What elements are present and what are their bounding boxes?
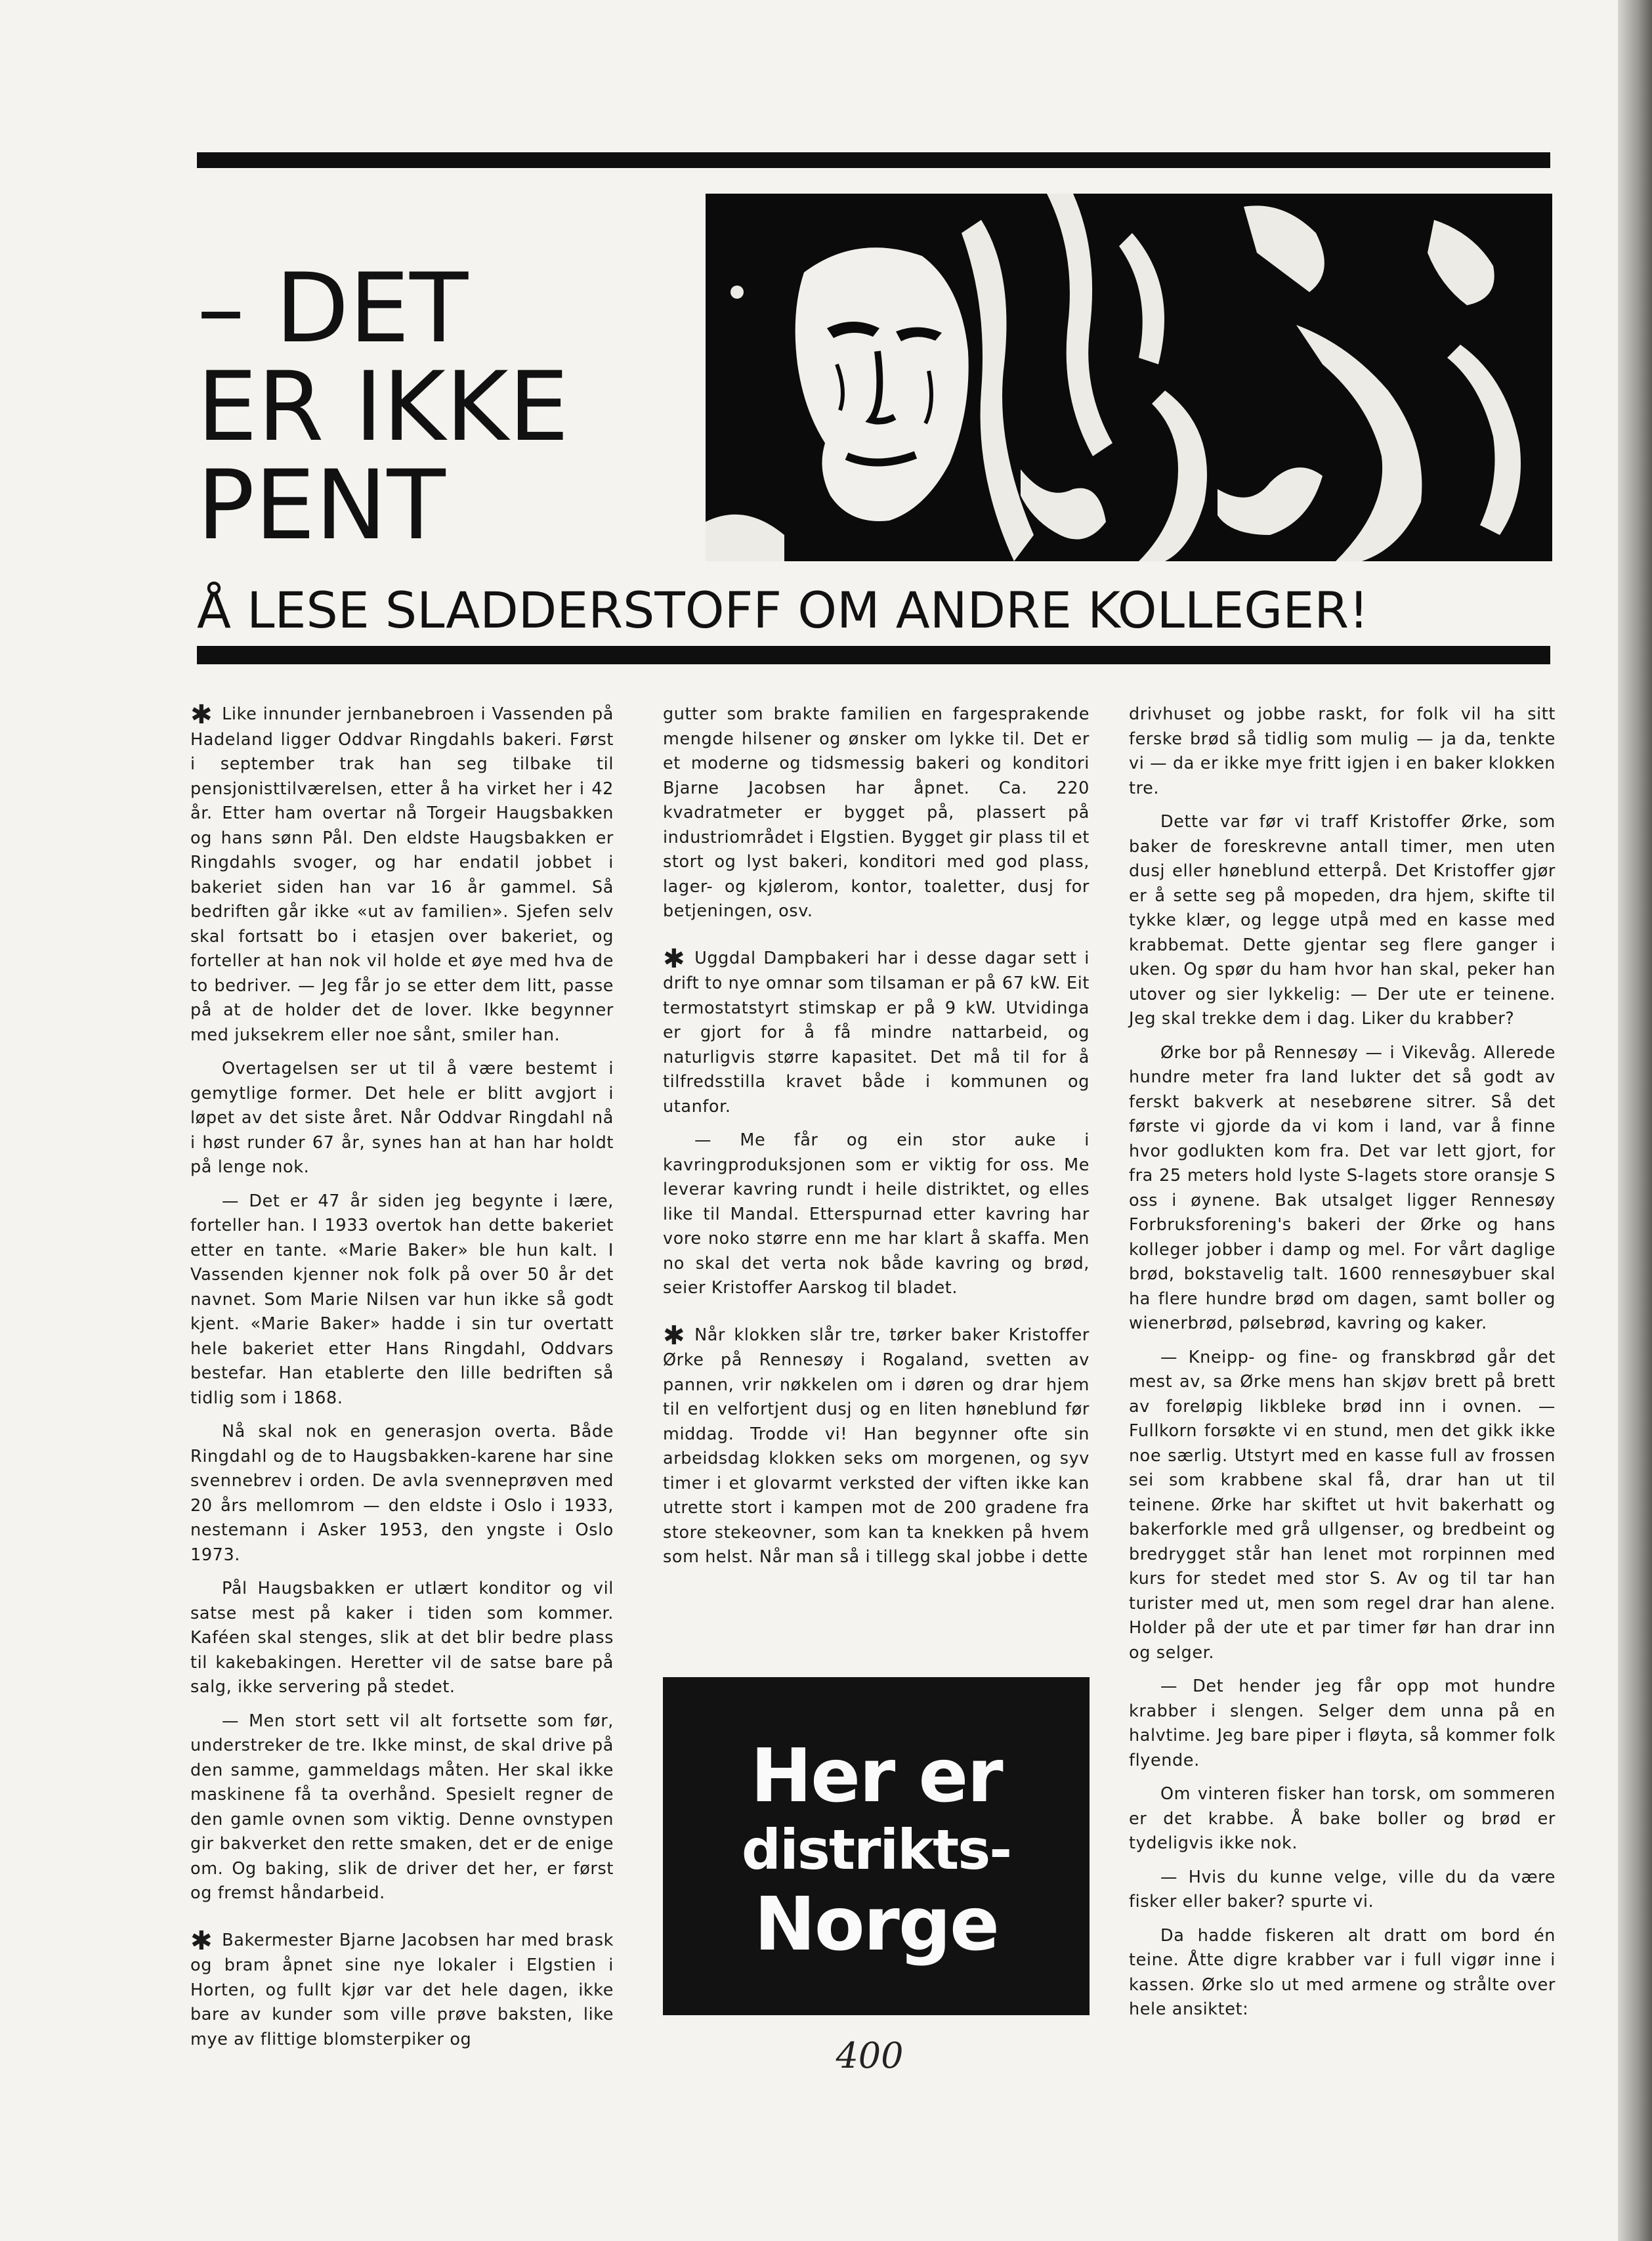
paragraph-text: Uggdal Dampbakeri har i desse dagar sett i drift to nye omnar som tilsaman er på 67 kW. Eit termostatstyrt stimskap er på 9 kW. Utvidinga er gjort for å få mindre nattarbeid, og naturligvis større kapasitet. Det må til for å tilfredsstilla kravet både i kommunen og utanfor. [663,948,1090,1117]
paragraph: — Me får og ein stor auke i kavringproduksjonen som er viktig for oss. Me leverar kavring rundt i heile distriktet, og elles like til Mandal. Etterspurnad etter kavring har vore noko større enn me har klart å skaffa. Men no skal det verta nok både kavring og brød, seier Kristoffer Aarskog til bladet. [663,1130,1090,1298]
paragraph: Ørke bor på Rennesøy — i Vikevåg. Allerede hundre meter fra land lukter det så godt av ferskt bakverk at nesebørene sitrer. Så det første vi gjorde da vi kom i land, var å finne hvor godlukten kom fra. Det var lett gjort, for fra 25 meters hold lyste S-lagets store oransje S oss i øynene. Bak utsalget ligger Rennesøy Forbruksforening's bakeri der Ørke og hans kolleger jobber i damp og mel. For vårt daglige brød, bokstavelig talt. 1600 rennesøybuer skal ha flere hundre brød om dagen, samt boller og wienerbrød, pølsebrød, kavring og kaker. [1129,1042,1556,1333]
paragraph: — Kneipp- og fine- og franskbrød går det mest av, sa Ørke mens han skjøv brett på brett av foreløpig likbleke brød inn i ovnen. — Fullkorn forsøkte vi en stund, men det gikk ikke noe særlig. Utstyrt med en kasse full av frossen sei som krabbene skal få, drar han ut til teinene. Ørke har skiftet ut hvit bakerhatt og bakerforkle med grå ullgenser, og bredbeint og bredrygget står han lenet mot rorpinnen med kurs for stedet med stor S. Av og til tar han turister med ut, men som regel drar han alene. Holder på der ute et par timer før han drar inn og selger. [1129,1347,1556,1663]
headline-line: ER IKKE [197,351,569,463]
feature-box-line: Norge [753,1882,999,1967]
article-column-2 [663,702,1090,1579]
page-edge-shadow [1618,0,1652,2241]
asterisk-bullet-icon: ✱ [663,943,686,974]
headline [197,253,656,561]
paragraph: Da hadde fiskeren alt dratt om bord én teine. Åtte digre krabber var i full vigør inne i kassen. Ørke slo ut med armene og strålte over hele ansiktet: [1129,1925,1556,2019]
paragraph: — Hvis du kunne velge, ville du da være fisker eller baker? spurte vi. [1129,1867,1556,1911]
paragraph [190,702,614,1048]
top-rule [197,152,1550,168]
paragraph: Pål Haugsbakken er utlært konditor og vil satse mest på kaker i tiden som kommer. Kaféen skal stenges, slik at det blir bedre plass til kakebakingen. Heretter vil de satse bare på salg, ikke servering på stedet. [190,1579,614,1697]
feature-box-title [663,1736,1090,1966]
paragraph: Nå skal nok en generasjon overta. Både Ringdahl og de to Haugsbakken-karene har sine svennebrev i orden. De avla svenneprøven med 20 års mellomrom — den eldste i Oslo i 1933, nestemann i Asker 1953, den yngste i Oslo 1973. [190,1422,614,1565]
paragraph-text: Like innunder jernbanebroen i Vassenden på Hadeland ligger Oddvar Ringdahls bakeri. Først i september trak han seg tilbake til pensjonisttilværelsen, etter å ha virket her i 42 år. Etter ham overtar nå Torgeir Haugsbakken og hans sønn Pål. Den eldste Haugsbakken er Ringdahls svoger, og har endatil jobbet i bakeriet siden han var 16 år gammel. Så bedriften går ikke «ut av familien». Sjefen selv skal fortsatt bo i etasjen over bakeriet, og forteller at han nok vil holde et øye med hva de to bedriver. — Jeg får jo se etter dem litt, passe på at de holder det de lover. Ikke begynner med juksekrem eller noe sånt, smiler han. [190,704,614,1045]
paragraph: — Men stort sett vil alt fortsette som før, understreker de tre. Ikke minst, de skal drive på den samme, gammeldags måten. Her skal ikke maskinene få ta overhånd. Spesielt regner de den gamle ovnen som viktig. Denne ovnstypen gir bakverket den rette smaken, det er de enige om. Og baking, slik de driver det her, er først og fremst håndarbeid. [190,1711,614,1903]
paragraph [663,1320,1090,1570]
paragraph: gutter som brakte familien en fargesprakende mengde hilsener og ønsker om lykke til. Det er et moderne og tidsmessig bakeri og konditori Bjarne Jacobsen har åpnet. Ca. 220 kvadratmeter er bygget på, plassert på industriområdet i Elgstien. Bygget gir plass til et stort og lyst bakeri, konditori med god plass, lager- og kjølerom, kontor, toaletter, dusj for betjeningen, osv. [663,704,1090,921]
headline-line: – DET [197,253,469,364]
headline-line: PENT [197,450,446,561]
feature-box-line: distrikts- [741,1818,1011,1882]
article-column-3 [1129,702,1556,2032]
paragraph: Overtagelsen ser ut til å være bestemt i gemytlige former. Det hele er blitt avgjort i løpet av det siste året. Når Oddvar Ringdahl nå i høst runder 67 år, synes han at han har holdt på lenge nok. [190,1059,614,1177]
article-column-1 [190,702,614,2061]
portrait-illustration-icon [706,194,1552,561]
paragraph [190,1925,614,2053]
paragraph-text: Bakermester Bjarne Jacobsen har med brask og bram åpnet sine nye lokaler i Elgstien i Horten, og fullt kjør var det hele dagen, ikke bare av kunder som ville prøve baksten, like mye av flittige blomsterpiker og [190,1930,614,2049]
page-number: 400 [836,2035,904,2076]
asterisk-bullet-icon: ✱ [190,700,213,730]
asterisk-bullet-icon: ✱ [190,1925,213,1956]
paragraph: drivhuset og jobbe raskt, for folk vil ha sitt ferske brød så tidlig som mulig — ja da, tenkte vi — da er ikke mye fritt igjen i en baker klokken tre. [1129,704,1556,798]
portrait-illustration [706,194,1552,561]
asterisk-bullet-icon: ✱ [663,1320,686,1351]
paragraph: — Det er 47 år siden jeg begynte i lære, forteller han. I 1933 overtok han dette bakeriet etter en tante. «Marie Baker» ble hun kalt. I Vassenden kjenner nok folk på over 50 år det navnet. Som Marie Nilsen var hun ikke så godt kjent. «Marie Baker» hadde i sin tur overtatt hele bakeriet etter Hans Ringdahl, Oddvars bestefar. Han etablerte den lille bedriften så tidlig som i 1868. [190,1191,614,1408]
paragraph: — Det hender jeg får opp mot hundre krabber i slengen. Selger dem unna på en halvtime. Jeg bare piper i fløyta, så kommer folk flyende. [1129,1676,1556,1770]
feature-box [663,1677,1090,2015]
paragraph: Om vinteren fisker han torsk, om sommeren er det krabbe. Å bake boller og brød er tydeligvis ikke nok. [1129,1784,1556,1853]
paragraph [663,943,1090,1120]
bottom-rule [197,646,1550,664]
subheadline: Å LESE SLADDERSTOFF OM ANDRE KOLLEGER! [197,581,1369,639]
feature-box-line: Her er [750,1734,1002,1819]
paragraph-text: Når klokken slår tre, tørker baker Kristoffer Ørke på Rennesøy i Rogaland, svetten av pannen, vrir nøkkelen om i døren og drar hjem til en velfortjent dusj og en liten høneblund før middag. Trodde vi! Han begynner ofte sin arbeidsdag klokken seks om morgenen, og syv timer i et glovarmt verksted der viften ikke kan utrette stort i kampen mot de 200 gradene fra store stekeovner, som kan ta knekken på hvem som helst. Når man så i tillegg skal jobbe i dette [663,1325,1090,1567]
paragraph: Dette var før vi traff Kristoffer Ørke, som baker de foreskrevne antall timer, men uten dusj eller høneblund etterpå. Det Kristoffer gjør er å sette seg på mopeden, dra hjem, skifte til tykke klær, og legge utpå med en kasse med krabbemat. Dette gjentar seg flere ganger i uken. Og spør du ham hvor han skal, peker han utover og sier lykkelig: — Der ute er teinene. Jeg skal trekke dem i dag. Liker du krabber? [1129,812,1556,1029]
